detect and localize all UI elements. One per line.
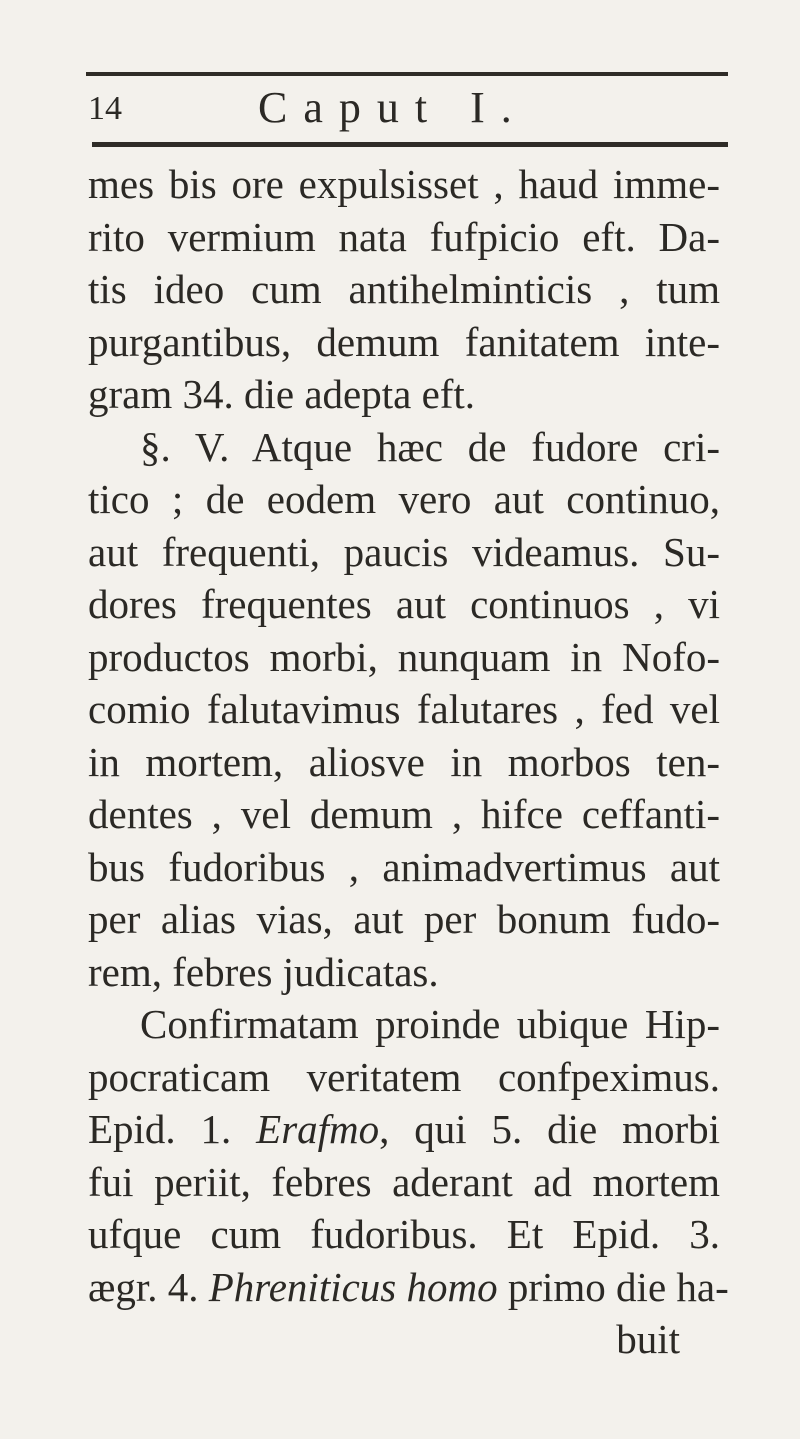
text-line: fui periit, febres aderant ad mortem [88, 1158, 720, 1205]
text-line: dores frequentes aut continuos , vi [88, 581, 720, 627]
text-line: tico ; de eodem vero aut continuo, [88, 476, 720, 522]
patient-name: Erafmo [256, 1106, 380, 1152]
line-text: primo die ha- [507, 1263, 729, 1310]
catchword: buit [616, 1316, 680, 1362]
text-line: tis ideo cum antihelminticis , tum [88, 266, 720, 312]
page-number: 14 [88, 90, 122, 127]
text-line: rem, febres judicatas. [88, 948, 439, 995]
header-rule [92, 142, 728, 147]
text-line: bus fudoribus , animadvertimus aut [88, 843, 720, 890]
text-line: productos morbi, nunquam in Nofo- [88, 633, 720, 680]
top-rule [86, 72, 728, 76]
text-line: aut frequenti, paucis videamus. Su- [88, 528, 720, 575]
line-text: , qui 5. die morbi [379, 1106, 720, 1152]
body-text [88, 158, 729, 1366]
epid-reference: ægr. 4. [88, 1263, 199, 1310]
text-line: §. V. Atque hæc de fudore cri- [140, 423, 720, 470]
text-line: gram 34. die adepta eft. [88, 371, 476, 417]
text-line: pocraticam veritatem confpeximus. [88, 1053, 720, 1100]
text-line: in mortem, aliosve in morbos ten- [88, 738, 720, 785]
text-line: mes bis ore expulsisset , haud imme- [88, 161, 720, 207]
text-line: purgantibus, demum fanitatem inte- [88, 318, 720, 365]
text-line: per alias vias, aut per bonum fudo- [88, 896, 720, 942]
text-line: ufque cum fudoribus. Et Epid. 3. [88, 1211, 720, 1257]
patient-description: Phreniticus homo [208, 1263, 498, 1310]
text-line [88, 1103, 720, 1156]
epid-reference: Epid. 1. [88, 1106, 232, 1152]
text-line [88, 1261, 729, 1314]
running-head: Caput I. [258, 83, 528, 132]
page-header [88, 78, 728, 130]
text-line: dentes , vel demum , hifce ceffanti- [88, 791, 720, 837]
text-line: rito vermium nata fufpicio eft. Da- [88, 213, 720, 260]
text-line: comio falutavimus falutares , fed vel [88, 686, 720, 732]
text-line: Confirmatam proinde ubique Hip- [140, 1001, 720, 1047]
